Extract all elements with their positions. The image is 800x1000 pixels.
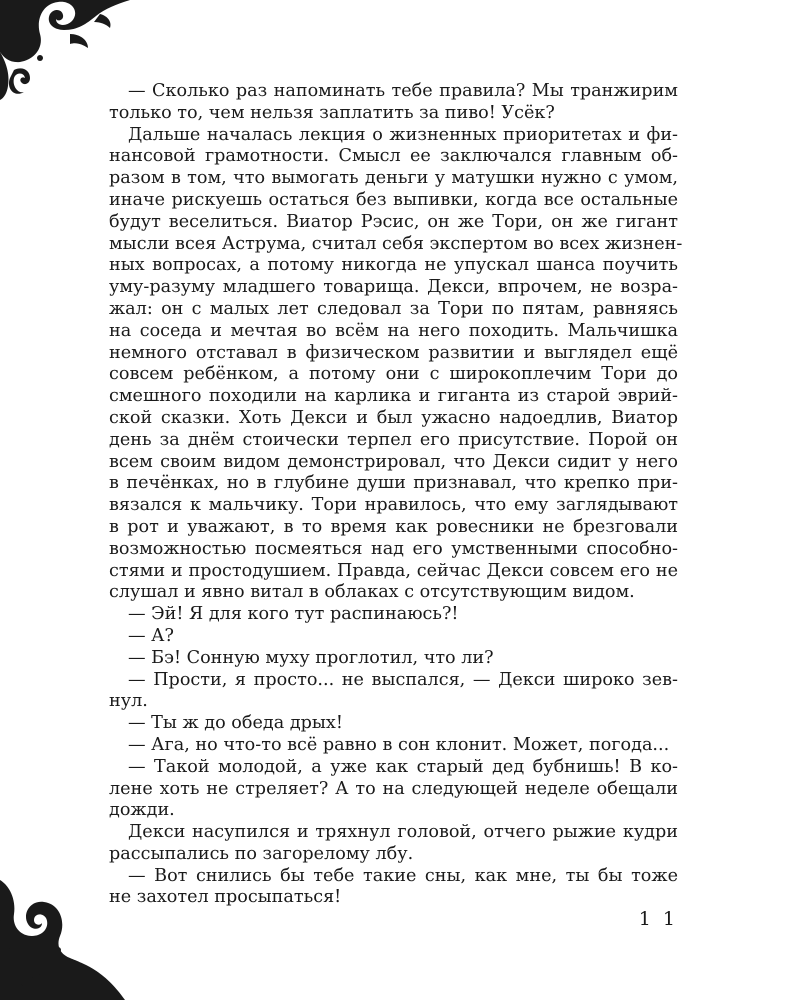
text-line: — Такой молодой, а уже как старый дед бубнишь! В ко- bbox=[128, 756, 678, 777]
text-line: — Бэ! Сонную муху проглотил, что ли? bbox=[128, 647, 494, 668]
text-line: рассыпались по загорелому лбу. bbox=[109, 843, 414, 864]
body-text bbox=[109, 81, 683, 909]
text-line: — Ага, но что-то всё равно в сон клонит. Может, погода... bbox=[128, 734, 670, 755]
text-line: стями и простодушием. Правда, сейчас Декси совсем его не bbox=[109, 560, 678, 581]
text-line: на соседа и мечтая во всём на него походить. Мальчишка bbox=[109, 320, 678, 341]
text-line: Декси насупился и тряхнул головой, отчего рыжие кудри bbox=[128, 822, 678, 843]
paragraph bbox=[109, 648, 678, 670]
paragraph bbox=[109, 713, 678, 735]
text-line: — Эй! Я для кого тут распинаюсь?! bbox=[128, 604, 459, 625]
text-line: — Прости, я просто... не выспался, — Декси широко зев- bbox=[128, 669, 678, 690]
text-line: лене хоть не стреляет? А то на следующей неделе обещали bbox=[109, 778, 678, 799]
text-line: иначе рискуешь остаться без выпивки, когда все остальные bbox=[109, 189, 678, 210]
text-line: дожди. bbox=[109, 800, 175, 821]
text-line: совсем ребёнком, а потому они с широкоплечим Тори до bbox=[109, 364, 678, 385]
text-line: разом в том, что вымогать деньги у матушки нужно с умом, bbox=[109, 168, 678, 189]
text-line: не захотел просыпаться! bbox=[109, 887, 342, 908]
text-line: в печёнках, но в глубине души признавал, что крепко при- bbox=[109, 473, 678, 494]
text-line: в рот и уважают, в то время как ровесники не брезговали bbox=[109, 516, 678, 537]
text-line: день за днём стоически терпел его присутствие. Порой он bbox=[109, 429, 678, 450]
text-line: Дальше началась лекция о жизненных приоритетах и фи- bbox=[128, 124, 678, 145]
text-line: возможностью посмеяться над его умственными способно- bbox=[109, 538, 678, 559]
text-line: уму-разуму младшего товарища. Декси, впрочем, не возра- bbox=[109, 277, 678, 298]
paragraph bbox=[109, 124, 683, 605]
paragraph bbox=[109, 866, 678, 910]
text-line: мысли всея Аструма, считал себя экспертом во всех жизнен- bbox=[109, 233, 683, 254]
text-line: — Сколько раз напоминать тебе правила? Мы транжирим bbox=[128, 81, 678, 101]
text-line: смешного походили на карлика и гиганта из старой эврий- bbox=[109, 386, 678, 407]
text-line: ных вопросах, а потому никогда не упускал шанса поучить bbox=[109, 255, 678, 276]
text-line: вязался к мальчику. Тори нравилось, что ему заглядывают bbox=[109, 495, 678, 516]
text-line: — Вот снились бы тебе такие сны, как мне, ты бы тоже bbox=[128, 865, 678, 886]
paragraph bbox=[109, 81, 678, 125]
text-line: нул. bbox=[109, 691, 148, 712]
corner-ornament-bottom-icon bbox=[0, 880, 125, 1000]
paragraph bbox=[109, 604, 678, 626]
text-line: слушал и явно витал в облаках с отсутствующим видом. bbox=[109, 582, 635, 603]
text-line: только то, чем нельзя заплатить за пиво! Усёк? bbox=[109, 102, 555, 123]
paragraph bbox=[109, 822, 678, 866]
paragraph bbox=[109, 757, 678, 822]
text-line: нансовой грамотности. Смысл ее заключался главным об- bbox=[109, 146, 678, 167]
page-number: 1 1 bbox=[638, 908, 678, 930]
text-line: немного отставал в физическом развитии и выглядел ещё bbox=[109, 342, 678, 363]
paragraph bbox=[109, 626, 678, 648]
text-line: ской сказки. Хоть Декси и был ужасно надоедлив, Виатор bbox=[109, 407, 678, 428]
paragraph bbox=[109, 670, 678, 714]
text-line: будут веселиться. Виатор Рэсис, он же Тори, он же гигант bbox=[109, 211, 678, 232]
text-line: жал: он с малых лет следовал за Тори по пятам, равняясь bbox=[109, 298, 678, 319]
paragraph bbox=[109, 735, 678, 757]
text-line: — А? bbox=[128, 625, 174, 646]
text-line: всем своим видом демонстрировал, что Декси сидит у него bbox=[109, 451, 678, 472]
text-line: — Ты ж до обеда дрых! bbox=[128, 713, 343, 734]
